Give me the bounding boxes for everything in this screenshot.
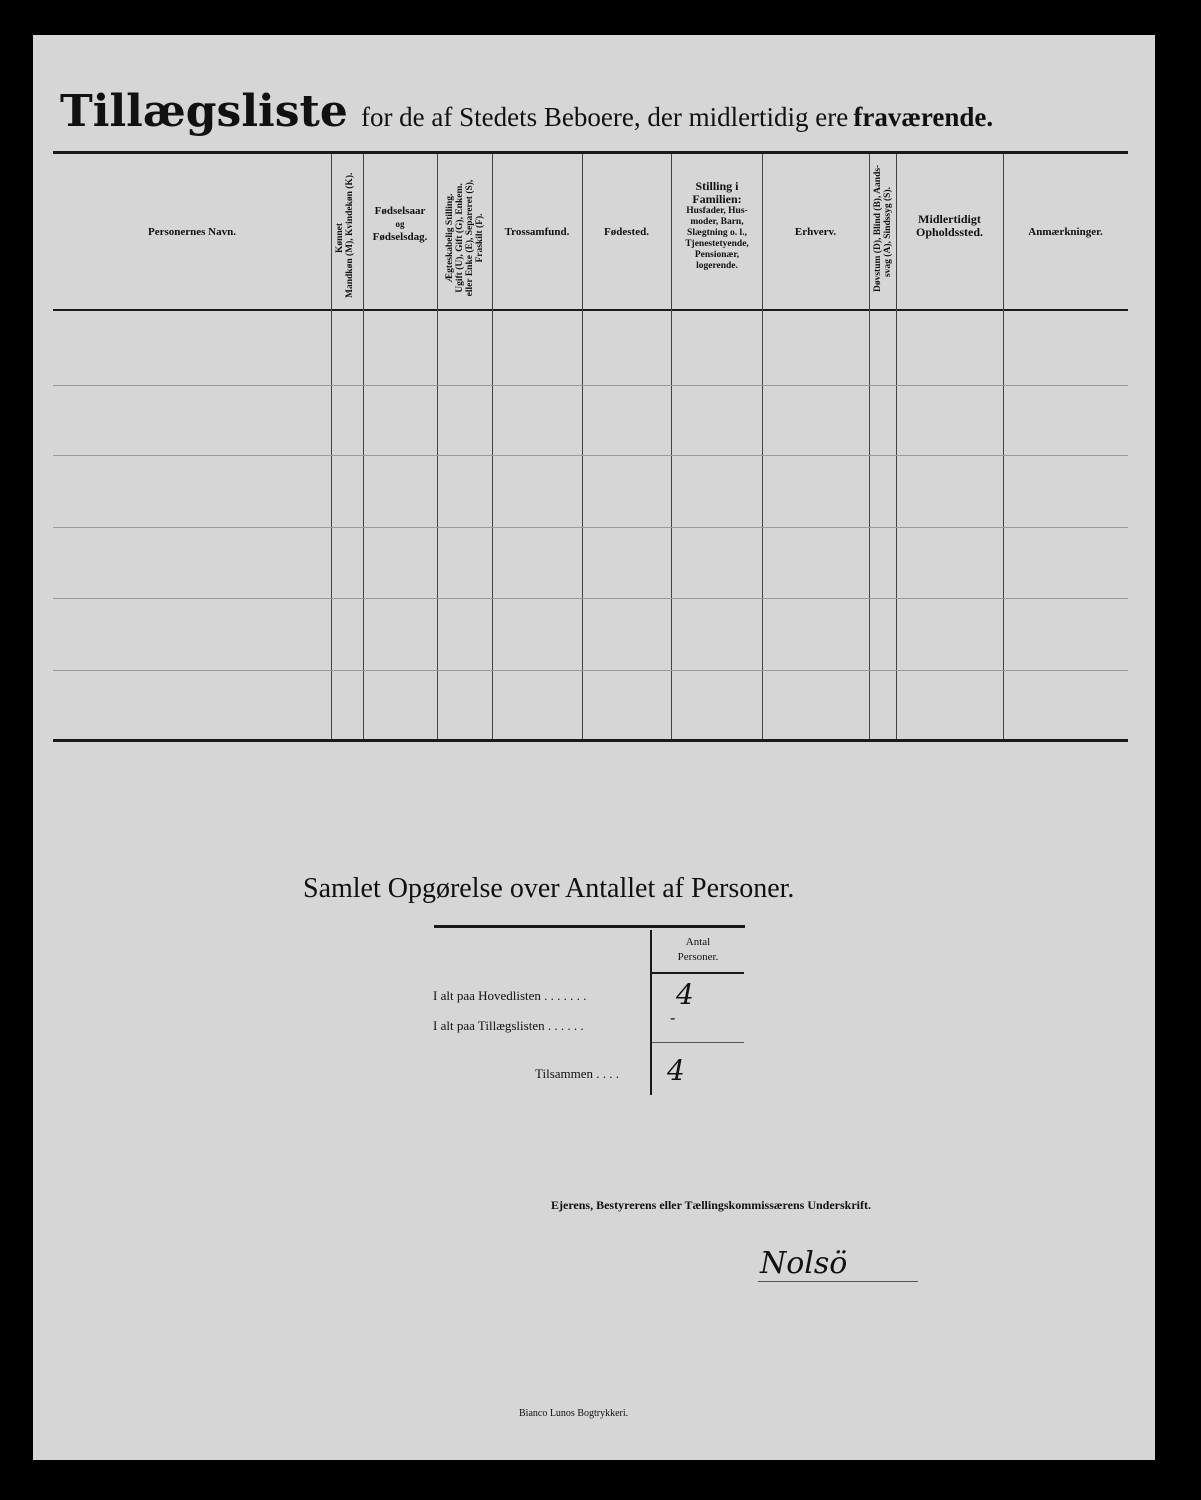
summary-top-rule xyxy=(434,925,745,928)
handwritten-signature: Nolsö xyxy=(760,1246,848,1281)
column-header-sygdom: Døvstum (D), Blind (B), Aands- svag (A), Sindssyg (S). xyxy=(873,164,893,292)
column-divider xyxy=(437,154,438,739)
column-divider xyxy=(671,154,672,739)
column-header-aegteskab: Ægteskabelig Stilling. Ugift (U), Gift (G), Enkem. eller Enke (E), Separeret (S), Fraskilt (F). xyxy=(445,179,485,297)
summary-value-tilsammen: 4 xyxy=(667,1054,685,1087)
summary-line-tillaegslisten: I alt paa Tillægslisten . . . . . . xyxy=(433,1018,584,1033)
column-divider xyxy=(492,154,493,739)
column-header-opholdssted: Midlertidigt Opholdssted. xyxy=(915,212,984,239)
printer-imprint: Bianco Lunos Bogtrykkeri. xyxy=(519,1408,629,1419)
row-guide-line xyxy=(53,455,1128,456)
column-divider xyxy=(1003,154,1004,739)
summary-line-hovedlisten: I alt paa Hovedlisten . . . . . . . xyxy=(433,988,587,1003)
column-divider xyxy=(582,154,583,739)
form-title xyxy=(60,86,993,137)
column-header-kjon: Kønnet Mandkøn (M), Kvindekøn (K). xyxy=(335,172,355,298)
table-bottom-rule xyxy=(53,739,1128,742)
summary-col-head-line2: Personer. xyxy=(677,951,719,963)
column-header-stilling: Stilling i Familien: Husfader, Hus- moder, Barn, Slægtning o. l., Tjenestetyende, Pensionær, logerende. xyxy=(685,179,749,271)
summary-col-head xyxy=(652,935,744,965)
signature-line xyxy=(758,1281,918,1282)
column-header-tro: Trossamfund. xyxy=(504,226,570,238)
signature-caption: Ejerens, Bestyrerens eller Tællingskommissærens Underskrift. xyxy=(551,1198,871,1212)
summary-subtotal-rule xyxy=(652,1042,744,1043)
column-header-navn: Personernes Navn. xyxy=(148,226,236,238)
title-middle: for de af Stedets Beboere, der midlertidig ere xyxy=(360,102,849,132)
column-divider xyxy=(331,154,332,739)
table-header-rule xyxy=(53,309,1128,311)
column-header-anm: Anmærkninger. xyxy=(1028,226,1103,238)
column-divider xyxy=(896,154,897,739)
row-guide-line xyxy=(53,598,1128,599)
row-guide-line xyxy=(53,527,1128,528)
summary-col-head-line1: Antal xyxy=(685,936,711,948)
column-header-erhverv: Erhverv. xyxy=(794,226,837,238)
title-main: Tillægsliste xyxy=(60,86,348,137)
summary-title: Samlet Opgørelse over Antallet af Personer. xyxy=(303,873,795,904)
row-guide-line xyxy=(53,670,1128,671)
column-header-fodsel: Fødselsaar og Fødselsdag. xyxy=(372,205,428,243)
summary-value-hovedlisten: 4 xyxy=(676,978,694,1011)
summary-head-rule xyxy=(652,972,744,974)
row-guide-line xyxy=(53,385,1128,386)
title-end: fraværende. xyxy=(853,102,994,132)
summary-value-tillaegslisten: - xyxy=(670,1008,676,1027)
column-divider xyxy=(762,154,763,739)
column-divider xyxy=(869,154,870,739)
summary-line-tilsammen: Tilsammen . . . . xyxy=(535,1066,620,1081)
table-top-rule xyxy=(53,151,1128,154)
column-header-fodested: Fødested. xyxy=(604,226,649,238)
census-form-sheet xyxy=(33,35,1155,1460)
